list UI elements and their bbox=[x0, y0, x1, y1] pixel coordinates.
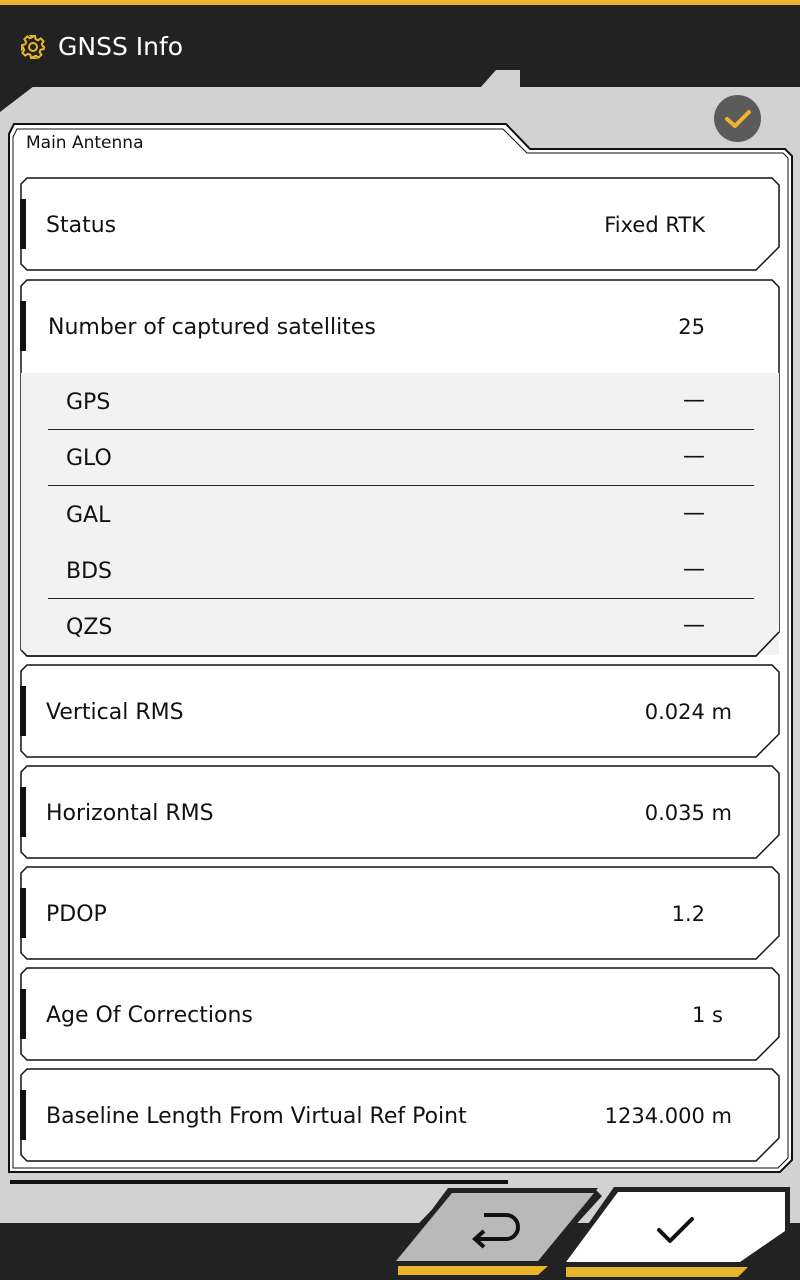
bds-value: — bbox=[683, 557, 705, 582]
horizontal-rms-value: 0.035 m bbox=[644, 801, 732, 825]
gal-label: GAL bbox=[66, 503, 111, 528]
qzs-value: — bbox=[683, 613, 705, 638]
satellites-label: Number of captured satellites bbox=[48, 315, 376, 340]
divider bbox=[48, 429, 754, 430]
ok-button[interactable] bbox=[558, 1187, 794, 1280]
status-value: Fixed RTK bbox=[604, 213, 705, 237]
bds-label: BDS bbox=[66, 559, 112, 584]
glo-value: — bbox=[683, 444, 705, 469]
glo-label: GLO bbox=[66, 446, 112, 471]
vertical-rms-row bbox=[20, 664, 780, 758]
row-marker bbox=[20, 888, 26, 938]
pdop-row bbox=[20, 866, 780, 960]
page-title: GNSS Info bbox=[58, 32, 184, 61]
satellites-value: 25 bbox=[678, 315, 705, 339]
vertical-rms-label: Vertical RMS bbox=[46, 700, 184, 725]
return-arrow-icon bbox=[470, 1209, 522, 1249]
satellites-row bbox=[20, 279, 780, 657]
baseline-length-row bbox=[20, 1068, 780, 1162]
qzs-label: QZS bbox=[66, 615, 113, 640]
vertical-rms-value: 0.024 m bbox=[644, 700, 732, 724]
row-marker bbox=[20, 199, 26, 249]
horizontal-rms-row bbox=[20, 765, 780, 859]
row-marker bbox=[20, 787, 26, 837]
gps-value: — bbox=[683, 388, 705, 413]
status-label: Status bbox=[46, 213, 117, 238]
row-marker bbox=[20, 1090, 26, 1140]
row-marker bbox=[20, 686, 26, 736]
baseline-length-value: 1234.000 m bbox=[604, 1104, 732, 1128]
age-of-corrections-label: Age Of Corrections bbox=[46, 1003, 253, 1028]
status-row bbox=[20, 177, 780, 271]
baseline-length-label: Baseline Length From Virtual Ref Point bbox=[46, 1104, 467, 1129]
divider bbox=[48, 598, 754, 599]
horizontal-rms-label: Horizontal RMS bbox=[46, 801, 214, 826]
pdop-label: PDOP bbox=[46, 902, 107, 927]
tab-main-antenna[interactable]: Main Antenna bbox=[26, 133, 144, 153]
age-of-corrections-row bbox=[20, 967, 780, 1061]
row-marker bbox=[20, 989, 26, 1039]
age-of-corrections-value: 1 s bbox=[692, 1003, 723, 1027]
row-marker bbox=[20, 301, 26, 351]
checkmark-icon bbox=[656, 1215, 696, 1247]
gal-value: — bbox=[683, 501, 705, 526]
pdop-value: 1.2 bbox=[671, 902, 705, 926]
gps-label: GPS bbox=[66, 390, 111, 415]
divider bbox=[48, 485, 754, 486]
